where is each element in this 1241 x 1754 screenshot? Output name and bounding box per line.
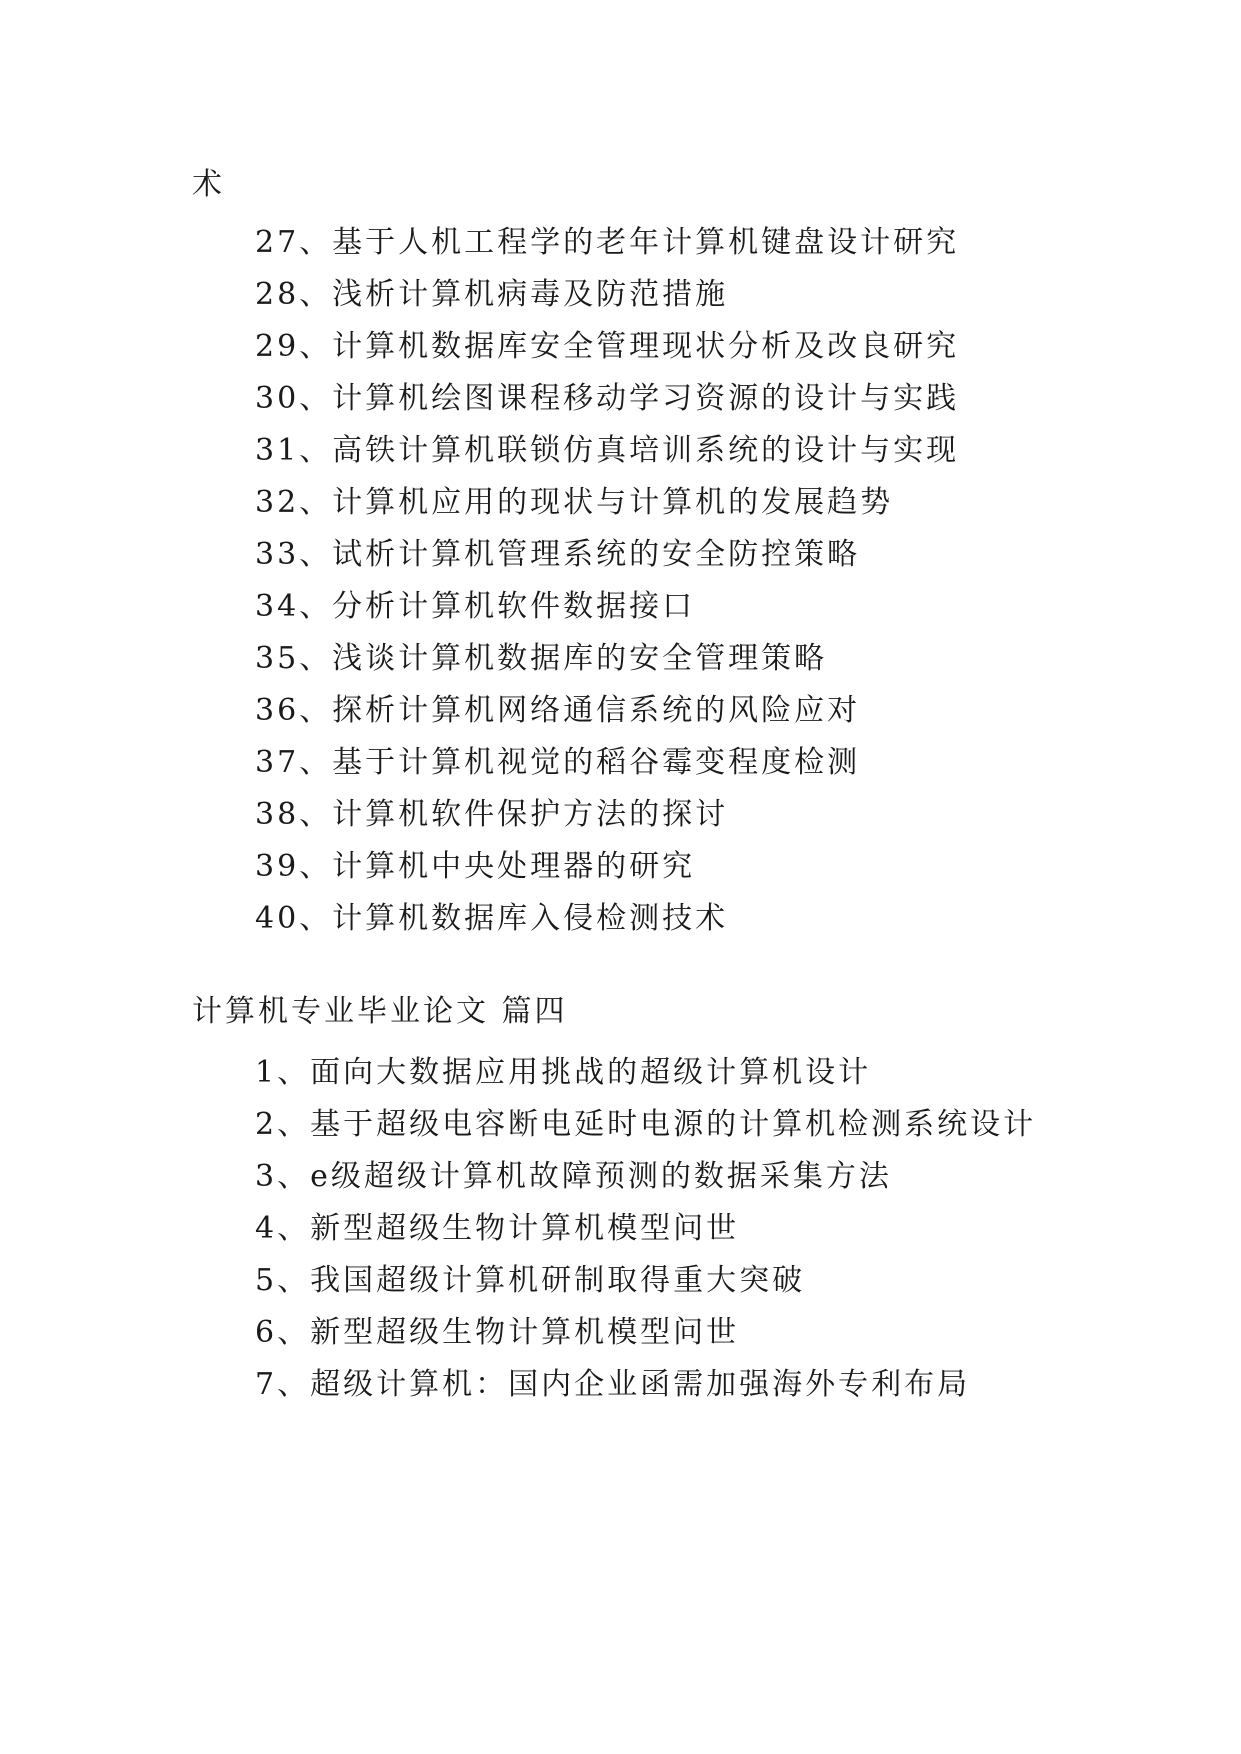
list-item: 29、计算机数据库安全管理现状分析及改良研究 (255, 329, 960, 364)
list-item: 5、我国超级计算机研制取得重大突破 (255, 1263, 806, 1298)
list-item: 27、基于人机工程学的老年计算机键盘设计研究 (255, 225, 960, 260)
list-item: 31、高铁计算机联锁仿真培训系统的设计与实现 (255, 433, 960, 468)
list-item: 3、e级超级计算机故障预测的数据采集方法 (255, 1159, 892, 1194)
list-item: 35、浅谈计算机数据库的安全管理策略 (255, 641, 828, 676)
list-item: 32、计算机应用的现状与计算机的发展趋势 (255, 485, 894, 520)
continued-text: 术 (192, 167, 225, 202)
list-item: 6、新型超级生物计算机模型问世 (255, 1315, 740, 1350)
list-item: 4、新型超级生物计算机模型问世 (255, 1211, 740, 1246)
list-item: 40、计算机数据库入侵检测技术 (255, 901, 729, 936)
list-item: 30、计算机绘图课程移动学习资源的设计与实践 (255, 381, 960, 416)
section-heading: 计算机专业毕业论文 篇四 (192, 994, 568, 1029)
list-item: 37、基于计算机视觉的稻谷霉变程度检测 (255, 745, 861, 780)
list-item: 1、面向大数据应用挑战的超级计算机设计 (255, 1055, 872, 1090)
list-item: 34、分析计算机软件数据接口 (255, 589, 696, 624)
list-item: 7、超级计算机：国内企业函需加强海外专利布局 (255, 1367, 971, 1402)
list-item: 2、基于超级电容断电延时电源的计算机检测系统设计 (255, 1107, 1037, 1142)
list-item: 36、探析计算机网络通信系统的风险应对 (255, 693, 861, 728)
list-item: 39、计算机中央处理器的研究 (255, 849, 696, 884)
list-item: 38、计算机软件保护方法的探讨 (255, 797, 729, 832)
list-item: 33、试析计算机管理系统的安全防控策略 (255, 537, 861, 572)
list-item: 28、浅析计算机病毒及防范措施 (255, 277, 729, 312)
